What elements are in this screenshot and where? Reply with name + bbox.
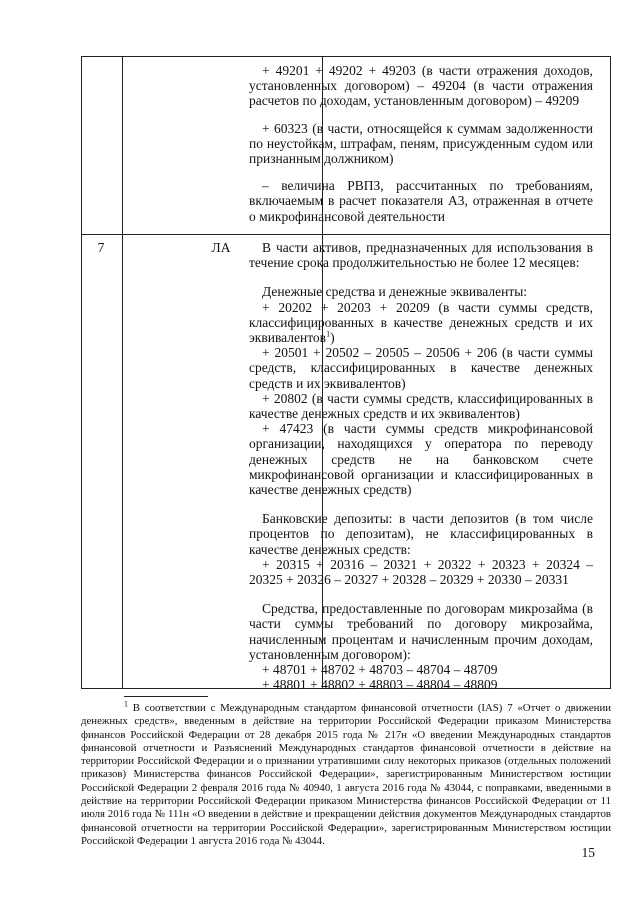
cash-item-1-end: ) xyxy=(330,330,335,346)
column-divider-num xyxy=(122,57,123,688)
row-prev-paragraph-3: – величина РВПЗ, рассчитанных по требованиям, включаемым в расчет показателя А3, отраженная в отчете о микрофинансовой деятельности xyxy=(249,178,593,224)
footnote-marker: 1 xyxy=(124,699,128,709)
loans-text: Средства, предоставленные по договорам микрозайма (в части суммы требований по договору микрозайма, начисленным процентам и начисленным прочим доходам, установленным договором): xyxy=(249,601,593,662)
cash-item-4: + 47423 (в части суммы средств микрофинансовой организации, находящихся у оператора по переводу денежных средств не на банковском счете микрофинансовой организации и классифицированных в качестве денежных средств) xyxy=(249,421,593,498)
footnote-body: В соответствии с Международным стандартом финансовой отчетности (IAS) 7 «Отчет о движении денежных средств», введенным в действие на территории Российской Федерации приказом Министерства финансов Российской Федерации от 28 декабря 2015 года № 217н «О введении Международных стандартов финансовой отчетности и Разъяснений Международных стандартов финансовой отчетности в действие на территории Российской Федерации и о признании утратившими силу некоторых приказов (отдельных положений приказов) Министерства финансов Российской Федерации», зарегистрированным Министерством юстиции Российской Федерации 2 февраля 2016 года № 40940, 1 августа 2016 года № 43044, с поправками, введенными в действие на территории Российской Федерации приказом Министерства финансов Российской Федерации от 11 июля 2016 года № 111н «О введении в действие и прекращении действия документов Международных стандартов финансовой отчетности на территории Российской Федерации», зарегистрированным Министерством юстиции Российской Федерации 1 августа 2016 года № 43044. xyxy=(81,702,612,847)
cash-item-1-text: + 20202 + 20203 + 20209 (в части суммы средств, классифицированных в качестве денежных средств и их эквивалентов xyxy=(249,299,593,346)
footnote-ref: 1 xyxy=(326,329,331,339)
row-7-intro: В части активов, предназначенных для использования в течение срока продолжительностью не более 12 месяцев: xyxy=(249,240,593,271)
row-7-content xyxy=(249,240,593,692)
cash-item-1 xyxy=(249,300,593,346)
row-7-code: ЛА xyxy=(211,240,231,255)
row-prev-paragraph-2: + 60323 (в части, относящейся к суммам задолженности по неустойкам, штрафам, пеням, присужденным судом или признанным должником) xyxy=(249,120,593,167)
deposits-formula: + 20315 + 20316 – 20321 + 20322 + 20323 + 20324 – 20325 + 20326 – 20327 + 20328 – 20329 + 20330 – 20331 xyxy=(249,556,593,588)
footnote-text xyxy=(81,699,612,848)
page-number: 15 xyxy=(581,845,595,860)
loans-formula-2: + 48801 + 48802 + 48803 – 48804 – 48809 xyxy=(262,677,498,693)
row-7-number: 7 xyxy=(97,240,105,255)
loans-formula-1: + 48701 + 48702 + 48703 – 48704 – 48709 xyxy=(262,662,498,678)
deposits-text: Банковские депозиты: в части депозитов (в том числе процентов по депозитам), не классифицированных в качестве денежных средств: xyxy=(249,511,593,557)
row-divider xyxy=(82,234,610,235)
cash-heading: Денежные средства и денежные эквиваленты: xyxy=(262,284,528,300)
cash-item-3: + 20802 (в части суммы средств, классифицированных в качестве денежных средств и их эквивалентов) xyxy=(249,390,593,422)
row-prev-content xyxy=(249,63,593,224)
row-prev-paragraph-1: + 49201 + 49202 + 49203 (в части отражения доходов, установленных договором) – 49204 (в части отражения расчетов по доходам, установленным договором) – 49209 xyxy=(249,63,593,109)
footnote-separator xyxy=(124,696,208,697)
cash-item-2: + 20501 + 20502 – 20505 – 20506 + 206 (в части суммы средств, классифицированных в качестве денежных средств и их эквивалентов) xyxy=(249,345,593,391)
footnote xyxy=(81,699,612,848)
